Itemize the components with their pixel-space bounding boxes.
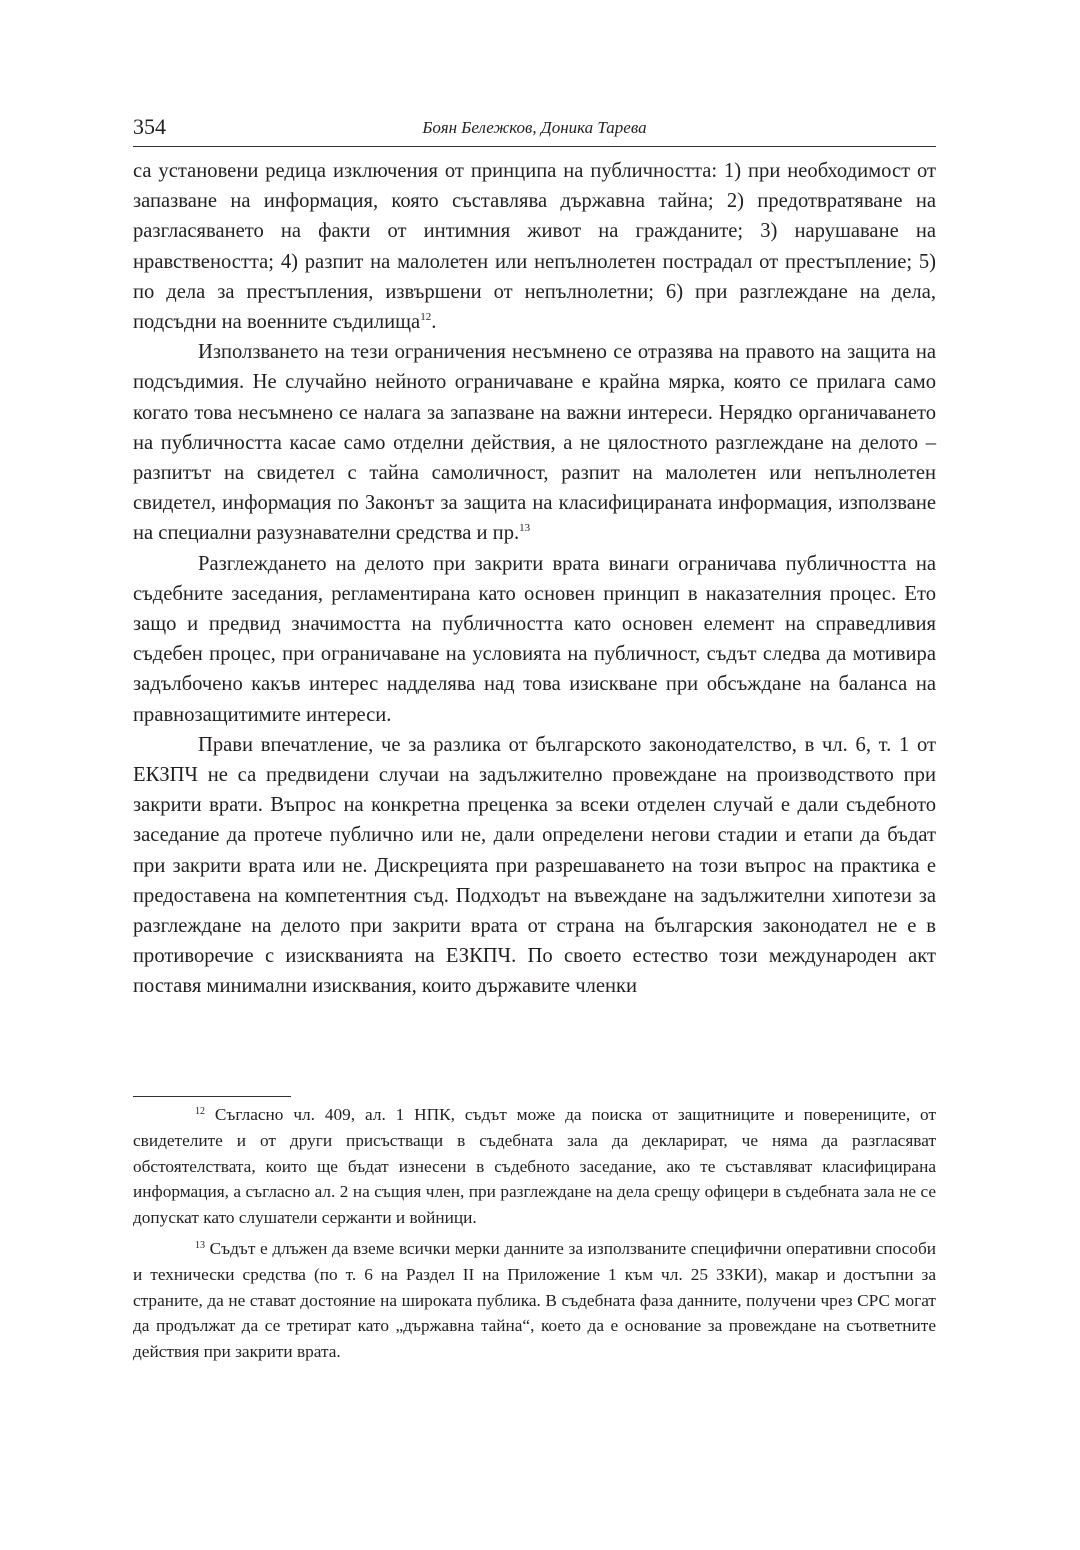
footnote-separator <box>133 1096 291 1097</box>
paragraph-text: Използването на тези ограничения несъмнено се отразява на правото на защита на подсъдимия. Не случайно нейното ограничаване е крайна мярка, която се прилага само когато това несъмнено се налага за запазване на важни интереси. Нерядко органичаването на публичността касае само отделни действия, а не цялостното разглеждане на делото – разпитът на свидетел с тайна самоличност, разпит на малолетен или непълнолетен свидетел, информация по Законът за защита на класифицираната информация, използване на специални разузнавателни средства и пр. <box>133 341 936 545</box>
footnote-text: Съгласно чл. 409, ал. 1 НПК, съдът може да поиска от защитниците и поверениците, от свидетелите и от други присъстващи в съдебната зала да декларират, че няма да разгласяват обстоятелствата, които ще бъдат изнесени в съдебното заседание, ако те съставляват класифицирана информация, а съгласно ал. 2 на същия член, при разглеждане на дела срещу офицери в съдебната зала не се допускат като слушатели сержанти и войници. <box>133 1105 936 1228</box>
footnote <box>133 1236 936 1365</box>
paragraph <box>133 337 936 548</box>
footnote-reference[interactable]: 12 <box>420 311 432 324</box>
paragraph-text: са установени редица изключения от принципа на публичността: 1) при необходимост от запазване на информация, която съставлява държавна тайна; 2) предотвратяване на разгласяването на факти от интимния живот на гражданите; 3) нарушаване на нравствеността; 4) разпит на малолетен или непълнолетен пострадал от престъпление; 5) по дела за престъпления, извършени от непълнолетни; 6) при разглеждане на дела, подсъдни на военните съдилища <box>133 160 936 334</box>
footnote-reference[interactable]: 13 <box>519 522 531 535</box>
paragraph: Разглеждането на делото при закрити врата винаги ограничава публичността на съдебните заседания, регламентирана като основен принцип в наказателния процес. Ето защо и предвид значимостта на публичността като основен елемент на справедливия съдебен процес, при ограничаване на условията на публичност, съдът следва да мотивира задълбочено какъв интерес надделява над това изискване при обсъждане на баланса на правнозащитимите интереси. <box>133 552 936 726</box>
footnote-text: Съдът е длъжен да вземе всички мерки данните за използваните специфични оперативни способи и технически средства (по т. 6 на Раздел II на Приложение 1 към чл. 25 ЗЗКИ), макар и достъпни за страните, да не стават достояние на широката публика. В съдебната фаза данните, получени чрез СРС могат да продължат да се третират като „държавна тайна“, което да е основание за провеждане на съответните действия при закрити врата. <box>133 1238 936 1362</box>
running-head-authors: Боян Бележков, Доника Тарева <box>422 118 647 137</box>
footnote-number: 12 <box>195 1106 205 1117</box>
sentence-end: . <box>431 311 437 334</box>
paragraph <box>133 156 936 337</box>
page-number: 354 <box>133 114 166 139</box>
paragraph: Прави впечатление, че за разлика от българското законодателство, в чл. 6, т. 1 от ЕКЗПЧ не са предвидени случаи на задължително провеждане на производството при закрити врати. Въпрос на конкретна преценка за всеки отделен случай е дали съдебното заседание да протече публично или не, дали определени негови стадии и етапи да бъдат при закрити врата или не. Дискрецията при разрешаването на този въпрос на практика е предоставена на компетентния съд. Подходът на въвеждане на задължителни хипотези за разглеждане на делото при закрити врата от страна на българския законодател не е в противоречие с изискванията на ЕЗКПЧ. По своето естество този международен акт поставя минимални изисквания, които държавите членки <box>133 733 936 998</box>
footnote-number: 13 <box>195 1239 205 1251</box>
main-text <box>133 156 936 1002</box>
footnote <box>133 1102 936 1231</box>
page-header <box>133 112 936 147</box>
footnotes <box>133 1102 936 1365</box>
